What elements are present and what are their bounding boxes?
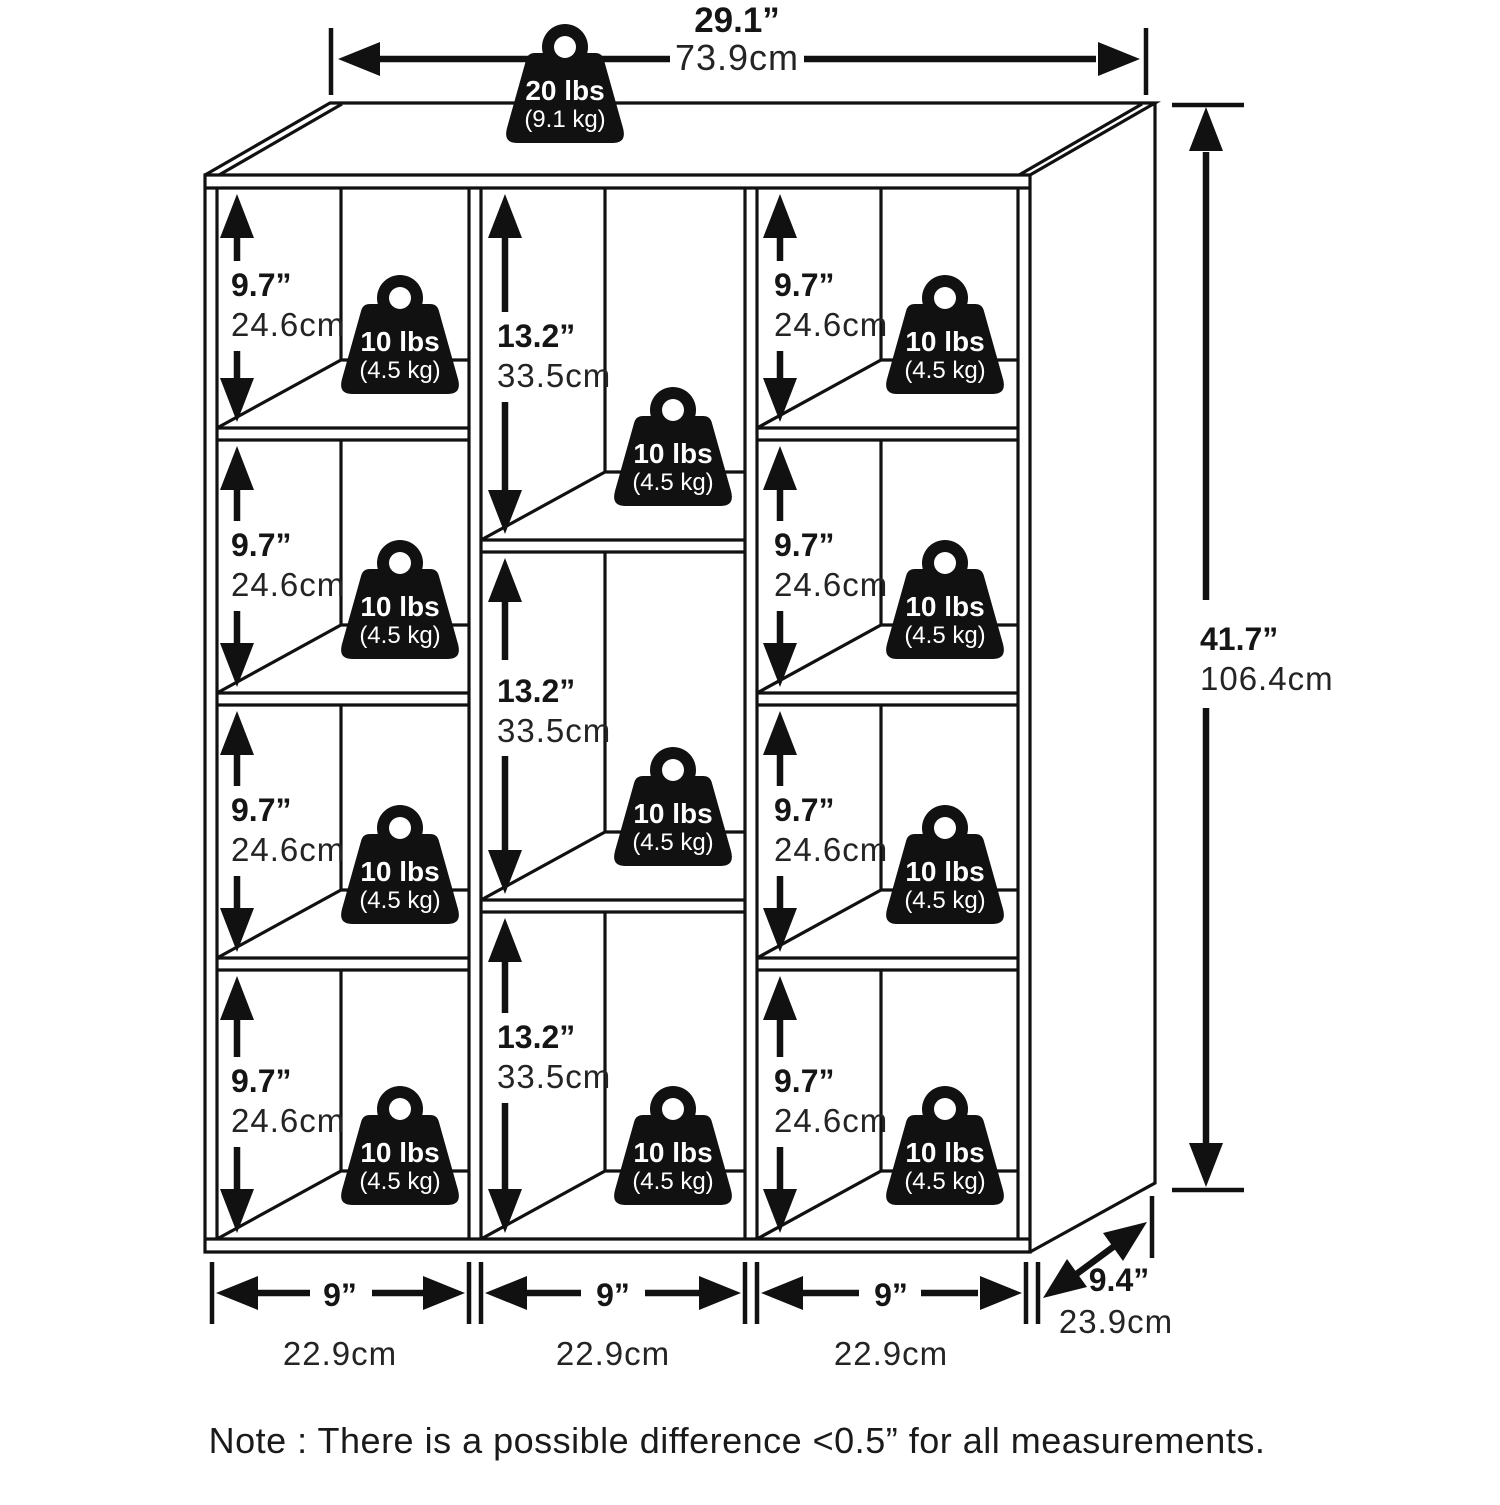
cube-height-cm-label: 24.6cm xyxy=(774,831,889,868)
weight-icon-10lbs xyxy=(341,275,459,394)
weight-lbs-label: 10 lbs xyxy=(633,798,713,829)
weight-icon-10lbs xyxy=(886,275,1004,394)
weight-icon-10lbs xyxy=(886,1086,1004,1205)
cube-height-inches-label: 9.7” xyxy=(774,1063,835,1099)
weight-kg-label: (4.5 kg) xyxy=(904,622,986,649)
weight-kg-label: (4.5 kg) xyxy=(904,887,986,914)
cube-height-cm-label: 24.6cm xyxy=(774,1102,889,1139)
column-width-inches-label: 9” xyxy=(323,1277,357,1313)
weight-kg-label: (4.5 kg) xyxy=(359,357,441,384)
weight-icon-10lbs xyxy=(886,540,1004,659)
depth-cm-label: 23.9cm xyxy=(1058,1303,1174,1340)
weight-icon-10lbs xyxy=(341,805,459,924)
weight-icon-10lbs xyxy=(341,540,459,659)
weight-lbs-label: 10 lbs xyxy=(905,591,985,622)
weight-kg-label: (4.5 kg) xyxy=(904,357,986,384)
column-width-cm-label: 22.9cm xyxy=(555,1335,671,1372)
column-width-cm-label: 22.9cm xyxy=(833,1335,949,1372)
overall-height-dimension xyxy=(1200,621,1334,697)
cube-height-inches-label: 9.7” xyxy=(231,1063,292,1099)
middle-column-cube-labels xyxy=(497,318,611,1095)
cube-height-cm-label: 33.5cm xyxy=(497,1058,612,1095)
column-width-inches-label: 9” xyxy=(874,1277,908,1313)
overall-height-inches-label: 41.7” xyxy=(1200,621,1279,657)
overall-width-cm-label: 73.9cm xyxy=(674,37,800,78)
cube-height-inches-label: 13.2” xyxy=(497,1019,576,1055)
cube-height-inches-label: 9.7” xyxy=(231,267,292,303)
cube-height-inches-label: 13.2” xyxy=(497,673,576,709)
side-panel xyxy=(1030,103,1155,1252)
weight-icon-10lbs xyxy=(614,1086,732,1205)
weight-icon-10lbs xyxy=(614,387,732,506)
cube-height-cm-label: 24.6cm xyxy=(774,566,889,603)
weight-lbs-label: 10 lbs xyxy=(905,1137,985,1168)
weight-icon-20lbs xyxy=(506,24,624,143)
weight-icon-10lbs xyxy=(341,1086,459,1205)
cube-height-cm-label: 24.6cm xyxy=(774,306,889,343)
weight-lbs-label: 20 lbs xyxy=(525,75,605,106)
weight-kg-label: (4.5 kg) xyxy=(359,887,441,914)
overall-height-cm-label: 106.4cm xyxy=(1200,660,1334,697)
overall-width-inches-label: 29.1” xyxy=(694,1,780,40)
weight-lbs-label: 10 lbs xyxy=(360,591,440,622)
cabinet-line-art xyxy=(205,103,1155,1252)
column-width-inches-label: 9” xyxy=(596,1277,630,1313)
weight-kg-label: (4.5 kg) xyxy=(359,1168,441,1195)
cube-height-inches-label: 9.7” xyxy=(774,527,835,563)
weight-kg-label: (9.1 kg) xyxy=(524,106,606,133)
cube-height-inches-label: 9.7” xyxy=(231,792,292,828)
weight-lbs-label: 10 lbs xyxy=(633,438,713,469)
overall-width-dimension xyxy=(675,1,799,78)
weight-lbs-label: 10 lbs xyxy=(905,326,985,357)
cube-height-cm-label: 24.6cm xyxy=(231,1102,346,1139)
cube-height-cm-label: 33.5cm xyxy=(497,357,612,394)
weight-kg-label: (4.5 kg) xyxy=(632,1168,714,1195)
weight-icon-10lbs xyxy=(886,805,1004,924)
top-face xyxy=(205,103,1155,175)
weight-lbs-label: 10 lbs xyxy=(360,856,440,887)
cube-height-cm-label: 24.6cm xyxy=(231,566,346,603)
measurement-note: Note : There is a possible difference <0.5” for all measurements. xyxy=(208,1420,1266,1461)
weight-lbs-label: 10 lbs xyxy=(360,1137,440,1168)
weight-kg-label: (4.5 kg) xyxy=(632,469,714,496)
cube-height-cm-label: 24.6cm xyxy=(231,831,346,868)
weight-lbs-label: 10 lbs xyxy=(905,856,985,887)
weight-kg-label: (4.5 kg) xyxy=(632,829,714,856)
cube-height-inches-label: 9.7” xyxy=(231,527,292,563)
column-width-cm-label: 22.9cm xyxy=(282,1335,398,1372)
cube-height-inches-label: 9.7” xyxy=(774,267,835,303)
weight-icon-10lbs xyxy=(614,747,732,866)
weight-lbs-label: 10 lbs xyxy=(633,1137,713,1168)
cube-height-inches-label: 13.2” xyxy=(497,318,576,354)
weight-lbs-label: 10 lbs xyxy=(360,326,440,357)
cube-height-cm-label: 33.5cm xyxy=(497,712,612,749)
depth-inches-label: 9.4” xyxy=(1088,1262,1150,1298)
weight-kg-label: (4.5 kg) xyxy=(359,622,441,649)
cube-height-inches-label: 9.7” xyxy=(774,792,835,828)
weight-icons xyxy=(341,24,1004,1205)
cube-height-cm-label: 24.6cm xyxy=(231,306,346,343)
weight-kg-label: (4.5 kg) xyxy=(904,1168,986,1195)
